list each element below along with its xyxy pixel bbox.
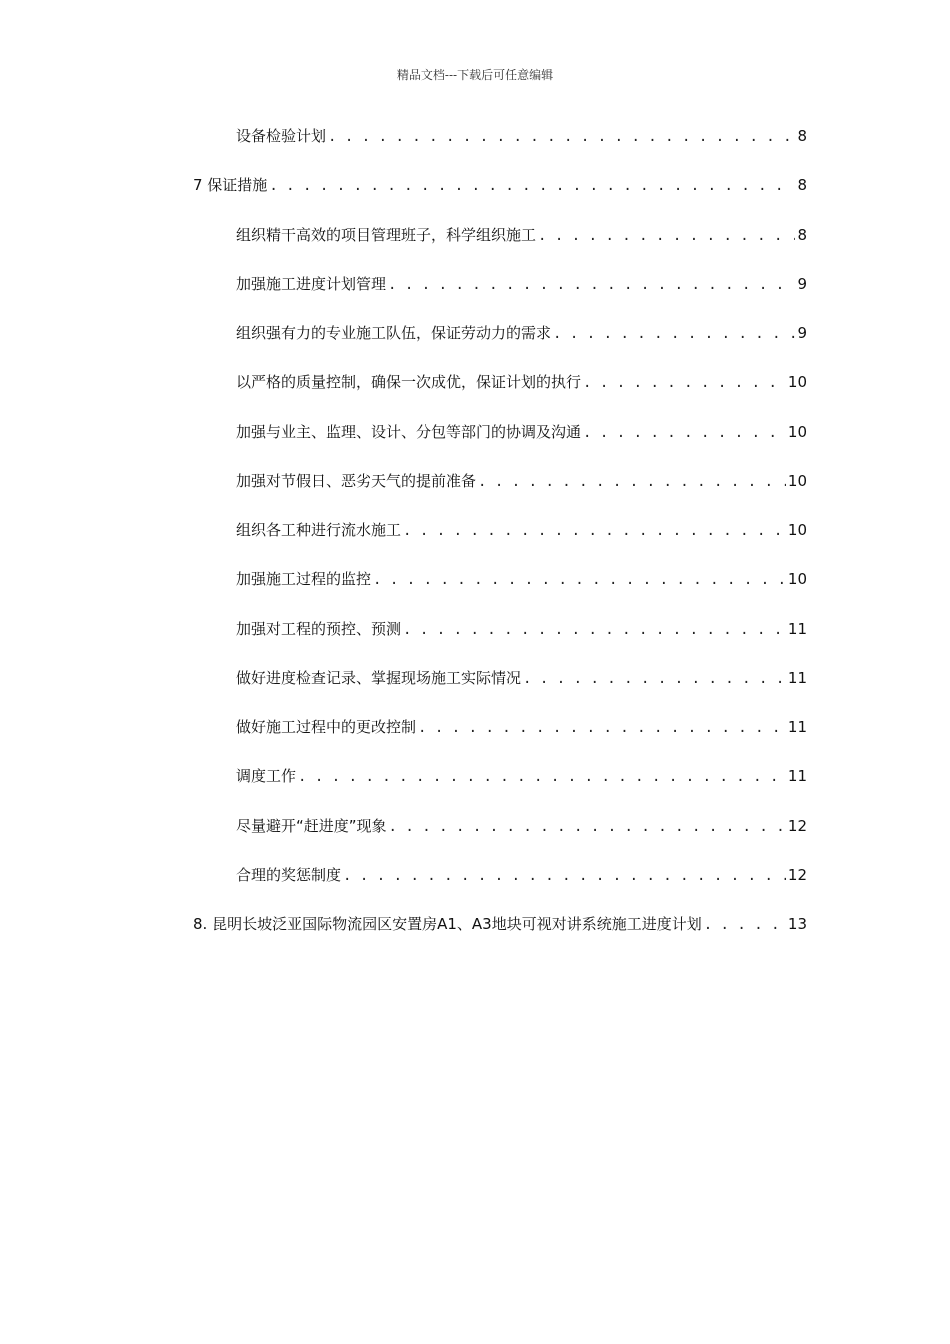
toc-entry-title: 加强施工过程的监控	[236, 570, 372, 588]
toc-dot-leader	[538, 224, 795, 248]
toc-dot-leader	[553, 322, 795, 346]
toc-entry-page: 10	[787, 373, 807, 391]
toc-dot-leader	[389, 815, 786, 839]
toc-dot-leader	[403, 618, 786, 642]
toc-dot-leader	[388, 273, 795, 297]
toc-entry-title: 做好施工过程中的更改控制	[236, 718, 417, 736]
toc-entry[interactable]	[236, 370, 807, 394]
toc-entry[interactable]	[236, 272, 807, 296]
toc-entry[interactable]	[236, 617, 807, 641]
toc-entry-page: 8	[797, 176, 807, 194]
toc-entry[interactable]	[236, 469, 807, 493]
toc-entry[interactable]	[236, 764, 807, 788]
toc-entry-title: 合理的奖惩制度	[236, 866, 342, 884]
toc-dot-leader	[343, 864, 786, 888]
toc-entry-title: 做好进度检查记录、掌握现场施工实际情况	[236, 669, 522, 687]
toc-entry-title: 以严格的质量控制，确保一次成优，保证计划的执行	[236, 373, 582, 391]
page-header: 精品文档---下载后可任意编辑	[396, 68, 554, 82]
toc-entry[interactable]	[236, 420, 807, 444]
toc-dot-leader	[583, 421, 786, 445]
toc-entry-page: 10	[787, 570, 807, 588]
toc-entry-title: 加强对节假日、恶劣天气的提前准备	[236, 472, 477, 490]
toc-entry[interactable]	[236, 124, 807, 148]
toc-entry-title: 尽量避开“赶进度”现象	[236, 817, 387, 835]
toc-entry-page: 8	[797, 127, 807, 145]
toc-entry-title: 加强施工进度计划管理	[236, 275, 387, 293]
toc-entry-title: 组织强有力的专业施工队伍，保证劳动力的需求	[236, 324, 552, 342]
toc-entry[interactable]	[236, 223, 807, 247]
toc-dot-leader	[403, 519, 786, 543]
toc-dot-leader	[328, 125, 795, 149]
toc-entry-title: 加强对工程的预控、预测	[236, 620, 402, 638]
toc-entry-title: 设备检验计划	[236, 127, 327, 145]
toc-entry-page: 11	[787, 669, 807, 687]
toc-entry[interactable]	[193, 173, 807, 197]
toc-entry-page: 9	[797, 275, 807, 293]
toc-dot-leader	[373, 568, 786, 592]
toc-dot-leader	[704, 913, 786, 937]
toc-entry-title: 8. 昆明长坡泛亚国际物流园区安置房A1、A3地块可视对讲系统施工进度计划	[193, 915, 702, 933]
toc-entry[interactable]	[236, 567, 807, 591]
toc-entry-page: 11	[787, 718, 807, 736]
toc-entry-page: 9	[797, 324, 807, 342]
toc-entry-page: 8	[797, 226, 807, 244]
toc-entry[interactable]	[236, 666, 807, 690]
toc-entry-page: 11	[787, 767, 807, 785]
toc-entry-title: 组织精干高效的项目管理班子，科学组织施工	[236, 226, 537, 244]
toc-dot-leader	[478, 470, 786, 494]
toc-entry[interactable]	[236, 715, 807, 739]
toc-entry[interactable]	[236, 863, 807, 887]
toc-entry-title: 7 保证措施	[193, 176, 268, 194]
toc-entry-page: 12	[787, 866, 807, 884]
toc-dot-leader	[583, 371, 786, 395]
toc-entry-title: 加强与业主、监理、设计、分包等部门的协调及沟通	[236, 423, 582, 441]
toc-entry-title: 组织各工种进行流水施工	[236, 521, 402, 539]
toc-dot-leader	[523, 667, 786, 691]
toc-entry-page: 12	[787, 817, 807, 835]
toc-dot-leader	[298, 765, 786, 789]
toc-entry[interactable]	[236, 814, 807, 838]
toc-entry[interactable]	[236, 518, 807, 542]
toc-entry-page: 13	[787, 915, 807, 933]
toc-entry-page: 10	[787, 521, 807, 539]
toc-dot-leader	[418, 716, 786, 740]
toc-entry-page: 10	[787, 472, 807, 490]
toc-entry-page: 11	[787, 620, 807, 638]
toc-entry-page: 10	[787, 423, 807, 441]
toc-entry-title: 调度工作	[236, 767, 297, 785]
toc-dot-leader	[269, 174, 795, 198]
toc-entry[interactable]	[236, 321, 807, 345]
toc-entry[interactable]	[193, 912, 807, 936]
